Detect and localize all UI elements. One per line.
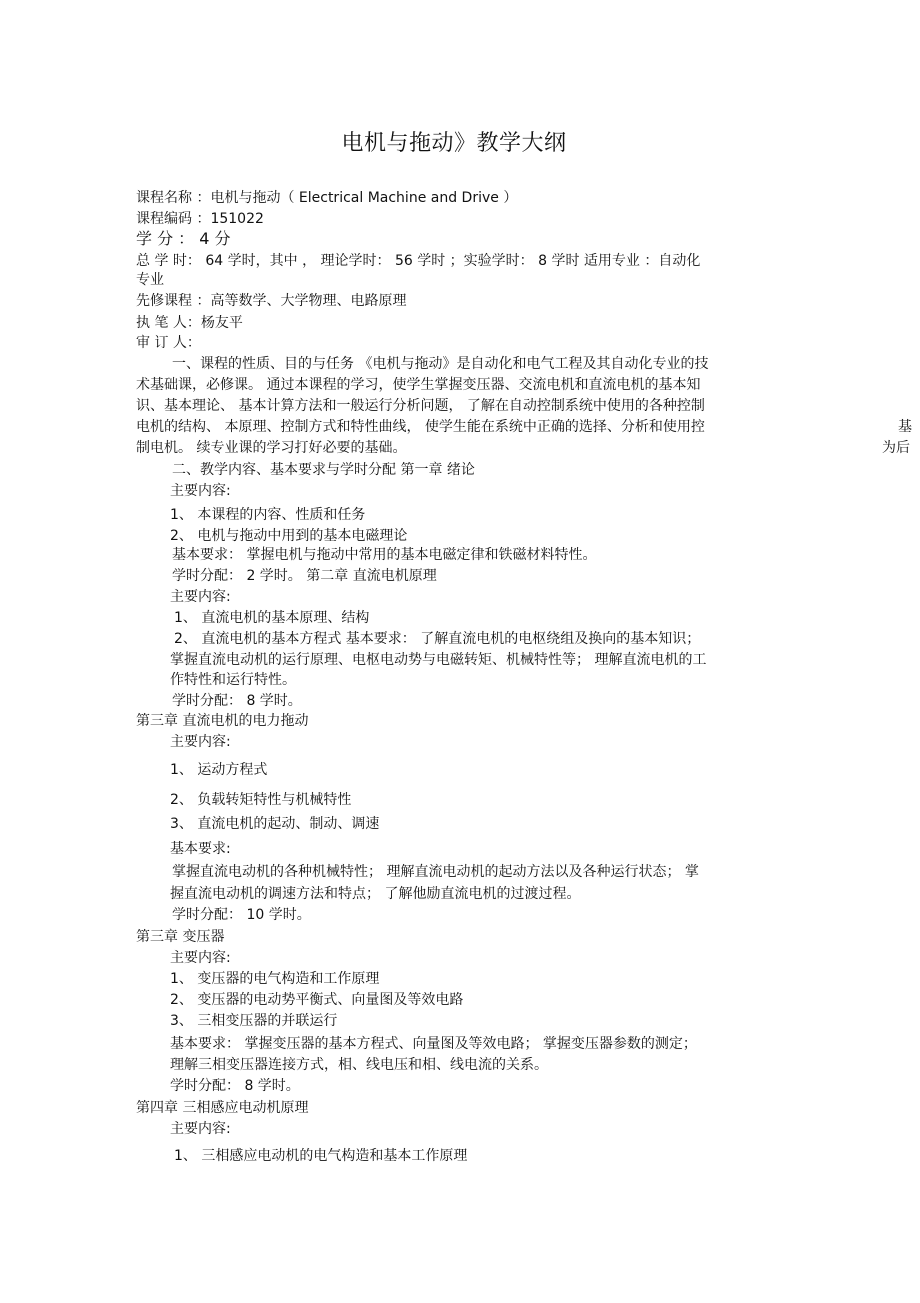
ch5-content-label: 主要内容: [170,1121,231,1137]
ch4-requirements-line2: 理解三相变压器连接方式，相、线电压和相、线电流的关系。 [170,1057,548,1073]
ch4-title: 第三章 变压器 [136,929,225,945]
ch2-requirements-line3: 作特性和运行特性。 [170,672,296,688]
section1-line2: 术基础课，必修课。 通过本课程的学习，使学生掌握变压器、交流电机和直流电机的基本知 [136,377,701,393]
section2-heading: 二、教学内容、基本要求与学时分配 第一章 绪论 [172,462,475,478]
ch4-hours: 学时分配： 8 学时。 [170,1078,300,1094]
ch4-item-1: 1、 变压器的电气构造和工作原理 [170,971,380,987]
section1-line5-right: 为后 [882,440,910,456]
ch4-item-3: 3、 三相变压器的并联运行 [170,1013,338,1029]
section1-line3: 识、基本理论、 基本计算方法和一般运行分析问题， 了解在自动控制系统中使用的各种控制 [136,398,705,414]
ch3-content-label: 主要内容: [170,734,231,750]
ch3-requirements-line1: 掌握直流电动机的各种机械特性； 理解直流电动机的起动方法以及各种运行状态； 掌 [172,864,699,880]
ch4-item-2: 2、 变压器的电动势平衡式、向量图及等效电路 [170,992,464,1008]
ch4-requirements-line1: 基本要求： 掌握变压器的基本方程式、向量图及等效电路； 掌握变压器参数的测定； [170,1036,697,1052]
course-credits: 学 分 ： 4 分 [136,229,231,248]
course-author: 执 笔 人：杨友平 [136,315,243,331]
ch2-requirements-line2: 掌握直流电动机的运行原理、电枢电动势与电磁转矩、机械特性等； 理解直流电机的工 [170,652,707,668]
ch5-item-1: 1、 三相感应电动机的电气构造和基本工作原理 [174,1148,468,1164]
course-prereq: 先修课程 ：高等数学、大学物理、电路原理 [136,293,407,309]
section1-line4-right: 基 [898,419,912,435]
ch1-content-label: 主要内容: [170,483,231,499]
ch1-item-1: 1、 本课程的内容、性质和任务 [170,507,366,523]
page-title: 电机与拖动》教学大纲 [341,131,567,156]
ch2-hours: 学时分配： 8 学时。 [172,693,302,709]
ch2-item-1: 1、 直流电机的基本原理、结构 [174,610,370,626]
course-hours-line1: 总 学 时： 64 学时，其中 ， 理论学时： 56 学时 ；实验学时： 8 学时 适用专业 ：自动化 [136,253,701,269]
ch3-item-1: 1、 运动方程式 [170,762,268,778]
ch1-item-2: 2、 电机与拖动中用到的基本电磁理论 [170,528,408,544]
course-reviewer: 审 订 人： [136,335,201,351]
section1-line4: 电机的结构、 本原理、控制方式和特性曲线， 使学生能在系统中正确的选择、分析和使用控 [136,419,705,435]
ch3-requirements-label: 基本要求: [170,841,231,857]
section1-line5: 制电机。 续专业课的学习打好必要的基础。 [136,440,407,456]
ch3-requirements-line2: 握直流电动机的调速方法和特点； 了解他励直流电机的过渡过程。 [170,886,581,902]
ch1-requirements: 基本要求： 掌握电机与拖动中常用的基本电磁定律和铁磁材料特性。 [172,547,597,563]
course-code: 课程编码 ：151022 [136,211,264,227]
course-hours-line2: 专业 [136,272,164,288]
ch3-title: 第三章 直流电机的电力拖动 [136,713,309,729]
ch3-hours: 学时分配： 10 学时。 [172,907,311,923]
ch2-content-label: 主要内容: [170,589,231,605]
course-name: 课程名称 ：电机与拖动（ Electrical Machine and Drive ） [136,190,518,206]
ch1-hours: 学时分配： 2 学时。 第二章 直流电机原理 [172,568,437,584]
ch4-content-label: 主要内容: [170,950,231,966]
section1-line1: 一、课程的性质、目的与任务 《电机与拖动》是自动化和电气工程及其自动化专业的技 [172,356,709,372]
ch3-item-3: 3、 直流电机的起动、制动、调速 [170,816,380,832]
ch3-item-2: 2、 负载转矩特性与机械特性 [170,792,352,808]
ch2-item-2: 2、 直流电机的基本方程式 基本要求： 了解直流电机的电枢绕组及换向的基本知识； [174,631,701,647]
ch5-title: 第四章 三相感应电动机原理 [136,1100,309,1116]
